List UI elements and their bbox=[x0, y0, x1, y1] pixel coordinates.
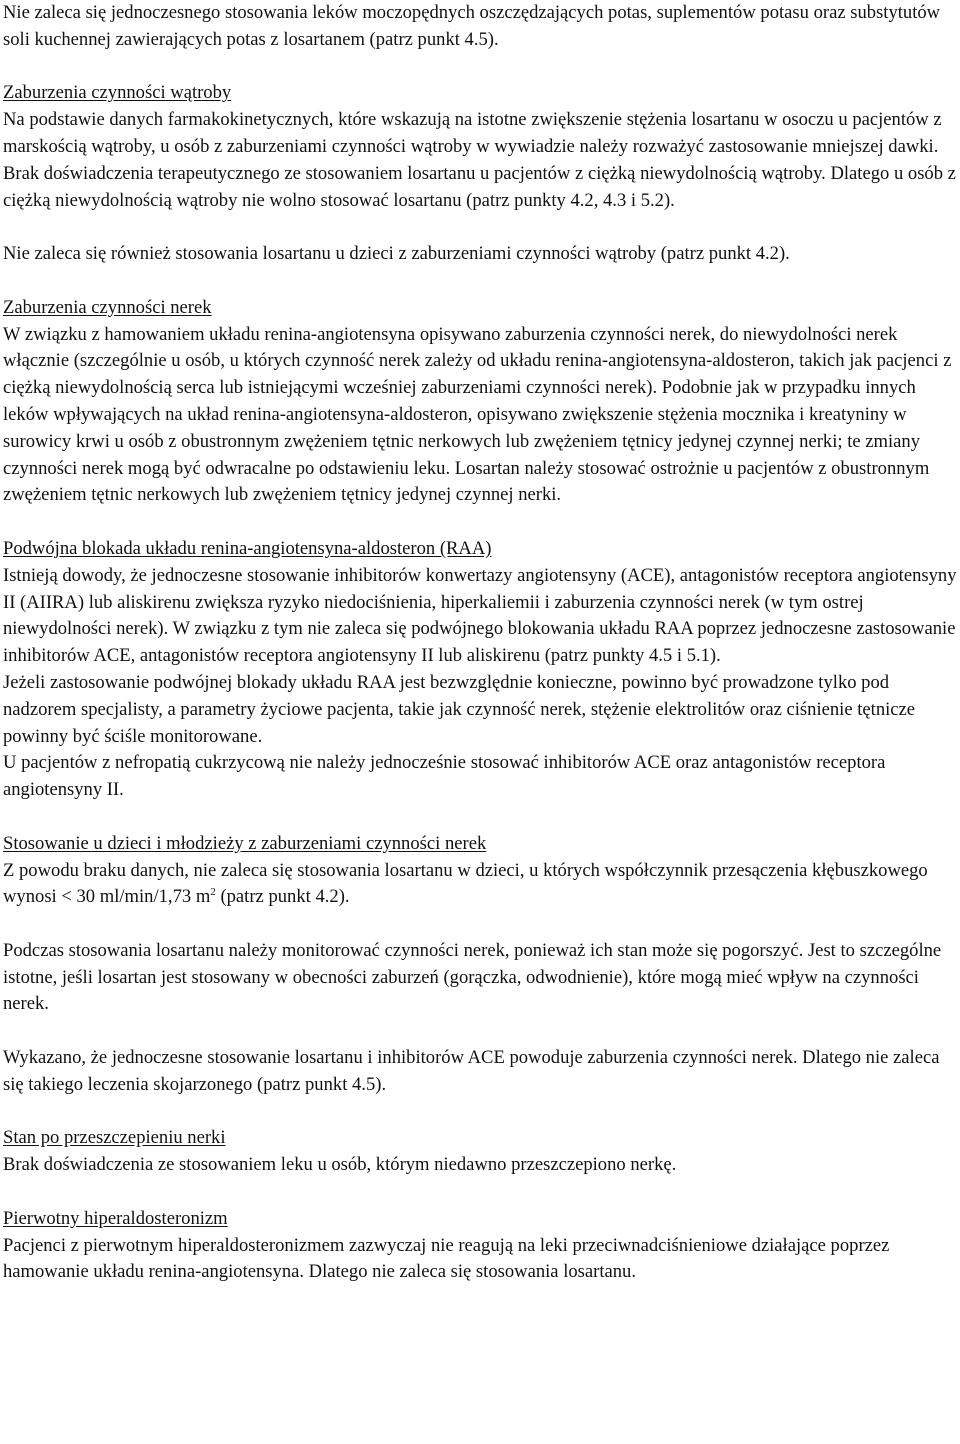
liver-paragraph-1: Na podstawie danych farmakokinetycznych, które wskazują na istotne zwiększenie stężenia losartanu w osoczu u pacjentów z marskością wątroby, u osób z zaburzeniami czynności wątroby w wywiadzie należy rozważyć zastosowanie mniejszej dawki. Brak doświadczenia terapeutycznego ze stosowaniem losartanu u pacjentów z ciężką niewydolnością wątroby. Dlatego u osób z ciężką niewydolnością wątroby nie wolno stosować losartanu (patrz punkty 4.2, 4.3 i 5.2). bbox=[3, 109, 956, 211]
section-heading-raa: Podwójna blokada układu renina-angiotensyna-aldosteron (RAA) bbox=[3, 537, 492, 559]
section-heading-liver: Zaburzenia czynności wątroby bbox=[3, 82, 232, 104]
paragraph-spacer bbox=[3, 509, 958, 536]
paragraph-spacer bbox=[3, 1018, 958, 1045]
paragraph-spacer bbox=[3, 1179, 958, 1206]
pediatric-paragraph-1 bbox=[3, 858, 958, 912]
paragraph-spacer bbox=[3, 804, 958, 831]
pediatric-paragraph-1-text: Z powodu braku danych, nie zaleca się stosowania losartanu w dzieci, u których współczynnik przesączenia kłębuszkowego wynosi < 30 ml/min/1,73 m bbox=[3, 859, 928, 908]
kidney-paragraph: W związku z hamowaniem układu renina-angiotensyna opisywano zaburzenia czynności nerek, do niewydolności nerek włącznie (szczególnie u osób, u których czynność nerek zależy od układu renina-angiotensyna-aldosteron, takich jak pacjenci z ciężką niewydolnością serca lub istniejącymi wcześniej zaburzeniami czynności nerek). Podobnie jak w przypadku innych leków wpływających na układ renina-angiotensyna-aldosteron, opisywano zwiększenie stężenia mocznika i kreatyniny w surowicy krwi u osób z obustronnym zwężeniem tętnic nerkowych lub zwężeniem tętnicy jedynej czynnej nerki; te zmiany czynności nerek mogą być odwracalne po odstawieniu leku. Losartan należy stosować ostrożnie u pacjentów z obustronnym zwężeniem tętnic nerkowych lub zwężeniem tętnicy jedynej czynnej nerki. bbox=[3, 323, 952, 506]
liver-paragraph-2: Nie zaleca się również stosowania losartanu u dzieci z zaburzeniami czynności wątroby (patrz punkt 4.2). bbox=[3, 243, 790, 265]
unit-superscript: 2 bbox=[210, 886, 216, 899]
paragraph-spacer bbox=[3, 54, 958, 81]
section-heading-pediatric: Stosowanie u dzieci i młodzieży z zaburzeniami czynności nerek bbox=[3, 832, 487, 854]
raa-paragraph-2: Jeżeli zastosowanie podwójnej blokady układu RAA jest bezwzględnie konieczne, powinno być prowadzone tylko pod nadzorem specjalisty, a parametry życiowe pacjenta, takie jak czynność nerek, stężenie elektrolitów oraz ciśnienie tętnicze powinny być ściśle monitorowane. bbox=[3, 671, 916, 747]
raa-paragraph-3: U pacjentów z nefropatią cukrzycową nie należy jednocześnie stosować inhibitorów ACE oraz antagonistów receptora angiotensyny II. bbox=[3, 752, 886, 801]
pediatric-paragraph-3: Wykazano, że jednoczesne stosowanie losartanu i inhibitorów ACE powoduje zaburzenia czynności nerek. Dlatego nie zaleca się takiego leczenia skojarzonego (patrz punkt 4.5). bbox=[3, 1047, 940, 1095]
paragraph-spacer bbox=[3, 268, 958, 295]
section-heading-hyperaldosteronism: Pierwotny hiperaldosteronizm bbox=[3, 1207, 228, 1229]
paragraph-spacer bbox=[3, 1099, 958, 1126]
raa-paragraph-1: Istnieją dowody, że jednoczesne stosowanie inhibitorów konwertazy angiotensyny (ACE), antagonistów receptora angiotensyny II (AIIRA) lub aliskirenu zwiększa ryzyko niedociśnienia, hiperkaliemii i zaburzenia czynności nerek (w tym ostrej niewydolności nerek). W związku z tym nie zaleca się podwójnego blokowania układu RAA poprzez jednoczesne zastosowanie inhibitorów ACE, antagonistów receptora angiotensyny II lub aliskirenu (patrz punkty 4.5 i 5.1). bbox=[3, 564, 957, 667]
intro-paragraph: Nie zaleca się jednoczesnego stosowania leków moczopędnych oszczędzających potas, suplementów potasu oraz substytutów soli kuchennej zawierających potas z losartanem (patrz punkt 4.5). bbox=[3, 2, 941, 50]
section-heading-transplant: Stan po przeszczepieniu nerki bbox=[3, 1127, 226, 1149]
paragraph-spacer bbox=[3, 214, 958, 241]
pediatric-paragraph-1-tail: (patrz punkt 4.2). bbox=[215, 886, 350, 908]
hyperaldosteronism-paragraph: Pacjenci z pierwotnym hiperaldosteronizmem zazwyczaj nie reagują na leki przeciwnadciśnieniowe działające poprzez hamowanie układu renina-angiotensyna. Dlatego nie zaleca się stosowania losartanu. bbox=[3, 1234, 890, 1283]
transplant-paragraph: Brak doświadczenia ze stosowaniem leku u osób, którym niedawno przeszczepiono nerkę. bbox=[3, 1154, 677, 1176]
paragraph-spacer bbox=[3, 911, 958, 938]
section-heading-kidney: Zaburzenia czynności nerek bbox=[3, 296, 212, 318]
pediatric-paragraph-2: Podczas stosowania losartanu należy monitorować czynności nerek, ponieważ ich stan może się pogorszyć. Jest to szczególne istotne, jeśli losartan jest stosowany w obecności zaburzeń (gorączka, odwodnienie), które mogą mieć wpływ na czynności nerek. bbox=[3, 939, 942, 1015]
document-page bbox=[3, 0, 958, 1286]
